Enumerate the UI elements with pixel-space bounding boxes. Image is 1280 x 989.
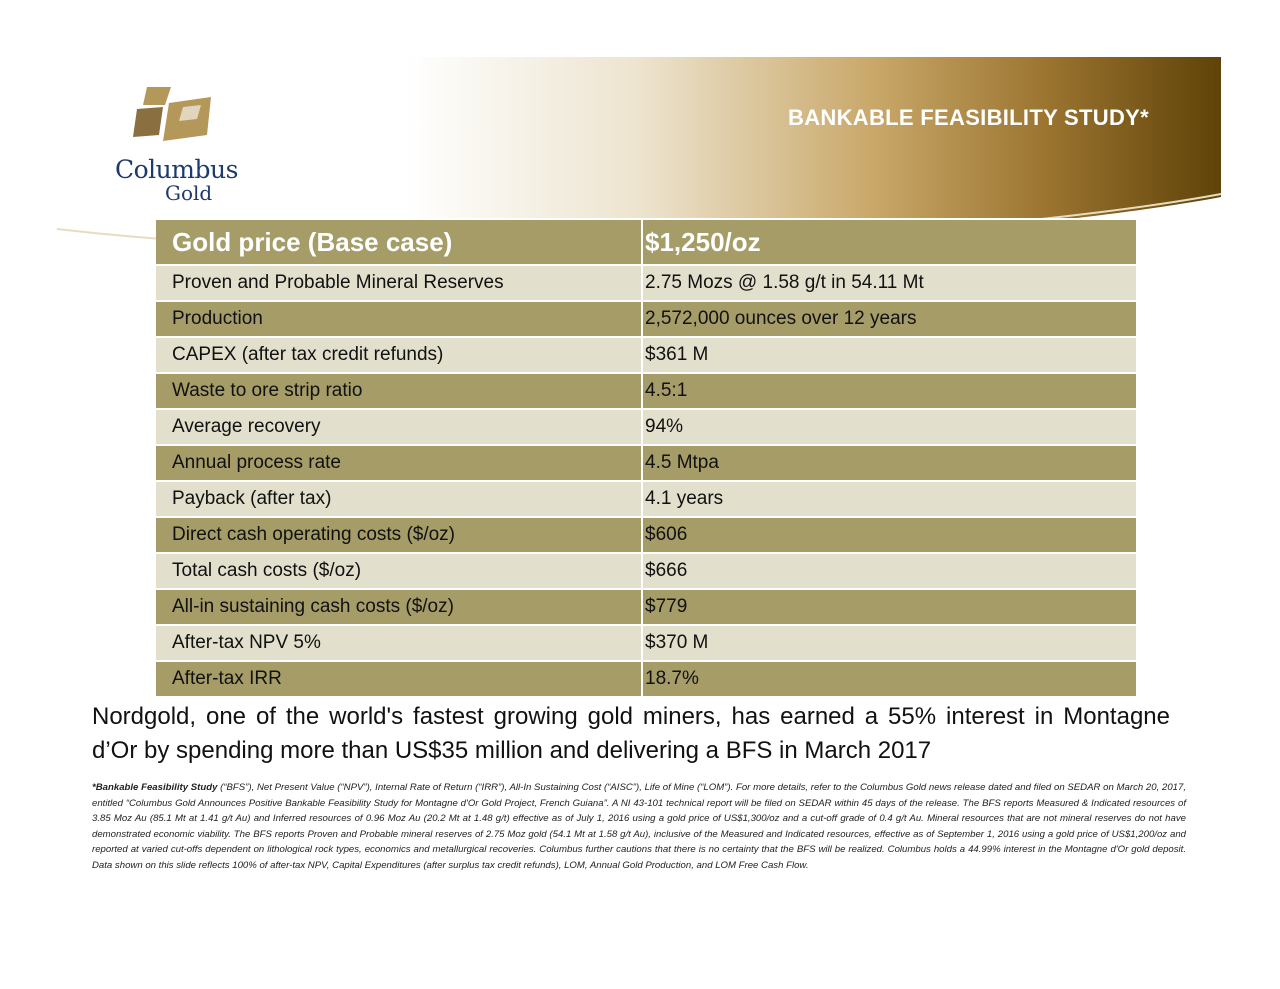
summary-paragraph: Nordgold, one of the world's fastest growing gold miners, has earned a 55% interest in Montagne d’Or by spending more than US$35 million and delivering a BFS in March 2017 bbox=[92, 703, 1170, 764]
table-cell-value: 4.1 years bbox=[645, 488, 724, 509]
table-cell-label: Total cash costs ($/oz) bbox=[156, 554, 643, 588]
table-cell-value: $666 bbox=[645, 560, 688, 581]
table-cell-label: Direct cash operating costs ($/oz) bbox=[156, 518, 643, 552]
table-cell-value: $361 M bbox=[645, 344, 709, 365]
table-cell-label: Proven and Probable Mineral Reserves bbox=[156, 266, 643, 300]
table-row bbox=[156, 446, 1136, 482]
table-cell-label: CAPEX (after tax credit refunds) bbox=[156, 338, 643, 372]
table-row bbox=[156, 338, 1136, 374]
table-cell-value: 94% bbox=[645, 416, 684, 437]
table-row bbox=[156, 410, 1136, 446]
table-row bbox=[156, 266, 1136, 302]
logo-word-columbus: Columbus bbox=[115, 155, 238, 184]
table-cell-value: $779 bbox=[645, 596, 688, 617]
table-row bbox=[156, 626, 1136, 662]
table-cell-label: Gold price (Base case) bbox=[156, 220, 643, 264]
columbus-gold-logo bbox=[79, 83, 238, 213]
table-cell-value: 4.5 Mtpa bbox=[645, 452, 719, 473]
table-cell-value: $606 bbox=[645, 524, 688, 545]
table-row bbox=[156, 374, 1136, 410]
table-cell-value: 18.7% bbox=[645, 668, 699, 689]
table-cell-label: Average recovery bbox=[156, 410, 643, 444]
table-cell-value: 4.5:1 bbox=[645, 380, 688, 401]
table-row bbox=[156, 554, 1136, 590]
table-cell-value: 2.75 Mozs @ 1.58 g/t in 54.11 Mt bbox=[645, 272, 924, 293]
footnote bbox=[92, 780, 1186, 874]
table-cell-label: Waste to ore strip ratio bbox=[156, 374, 643, 408]
table-cell-label: Production bbox=[156, 302, 643, 336]
table-cell-label: Annual process rate bbox=[156, 446, 643, 480]
table-cell-label: All-in sustaining cash costs ($/oz) bbox=[156, 590, 643, 624]
table-row bbox=[156, 518, 1136, 554]
table-row bbox=[156, 662, 1136, 698]
footnote-text: (“BFS”), Net Present Value (“NPV”), Internal Rate of Return (“IRR”), All-In Sustaining Cost (“AISC”), Life of Mine (“LOM”). For more details, refer to the Columbus Gold news release dated and filed on SEDAR on March 20, 2017, entitled “Columbus Gold Announces Positive Bankable Feasibility Study for Montagne d'Or Gold Project, French Guiana”. A NI 43-101 technical report will be filed on SEDAR within 45 days of the release. The BFS reports Measured & Indicated resources of 3.85 Moz Au (85.1 Mt at 1.41 g/t Au) and Inferred resources of 0.96 Moz Au (20.2 Mt at 1.48 g/t) effective as of July 1, 2016 using a gold price of US$1,300/oz and a cut-off grade of 0.4 g/t Au. Mineral resources that are not mineral reserves do not have demonstrated economic viability. The BFS reports Proven and Probable mineral reserves of 2.75 Moz gold (54.1 Mt at 1.58 g/t Au), inclusive of the Measured and Indicated resources, effective as of September 1, 2016 using a gold price of US$1,200/oz and reported at varied cut-offs dependent on lithological rock types, economics and metallurgical recoveries. Columbus further cautions that there is no certainty that the BFS will be realized. Columbus holds a 44.99% interest in the Montagne d'Or gold deposit. Data shown on this slide reflects 100% of after-tax NPV, Capital Expenditures (after surplus tax credit refunds), LOM, Annual Gold Production, and LOM Free Cash Flow. bbox=[92, 782, 1186, 871]
logo-word-gold: Gold bbox=[165, 181, 213, 205]
table-row bbox=[156, 302, 1136, 338]
table-row bbox=[156, 590, 1136, 626]
table-cell-value: 2,572,000 ounces over 12 years bbox=[645, 308, 917, 329]
table-cell-label: After-tax IRR bbox=[156, 662, 643, 696]
table-cell-label: Payback (after tax) bbox=[156, 482, 643, 516]
table-header-row bbox=[156, 220, 1136, 266]
table-cell-label: After-tax NPV 5% bbox=[156, 626, 643, 660]
table-row bbox=[156, 482, 1136, 518]
page-number: 6 bbox=[1233, 957, 1241, 972]
table-cell-value: $1,250/oz bbox=[645, 226, 761, 257]
feasibility-table bbox=[156, 218, 1136, 698]
table-cell-value: $370 M bbox=[645, 632, 709, 653]
page-title: BANKABLE FEASIBILITY STUDY* bbox=[788, 105, 1149, 130]
footnote-lead: *Bankable Feasibility Study bbox=[92, 782, 218, 793]
